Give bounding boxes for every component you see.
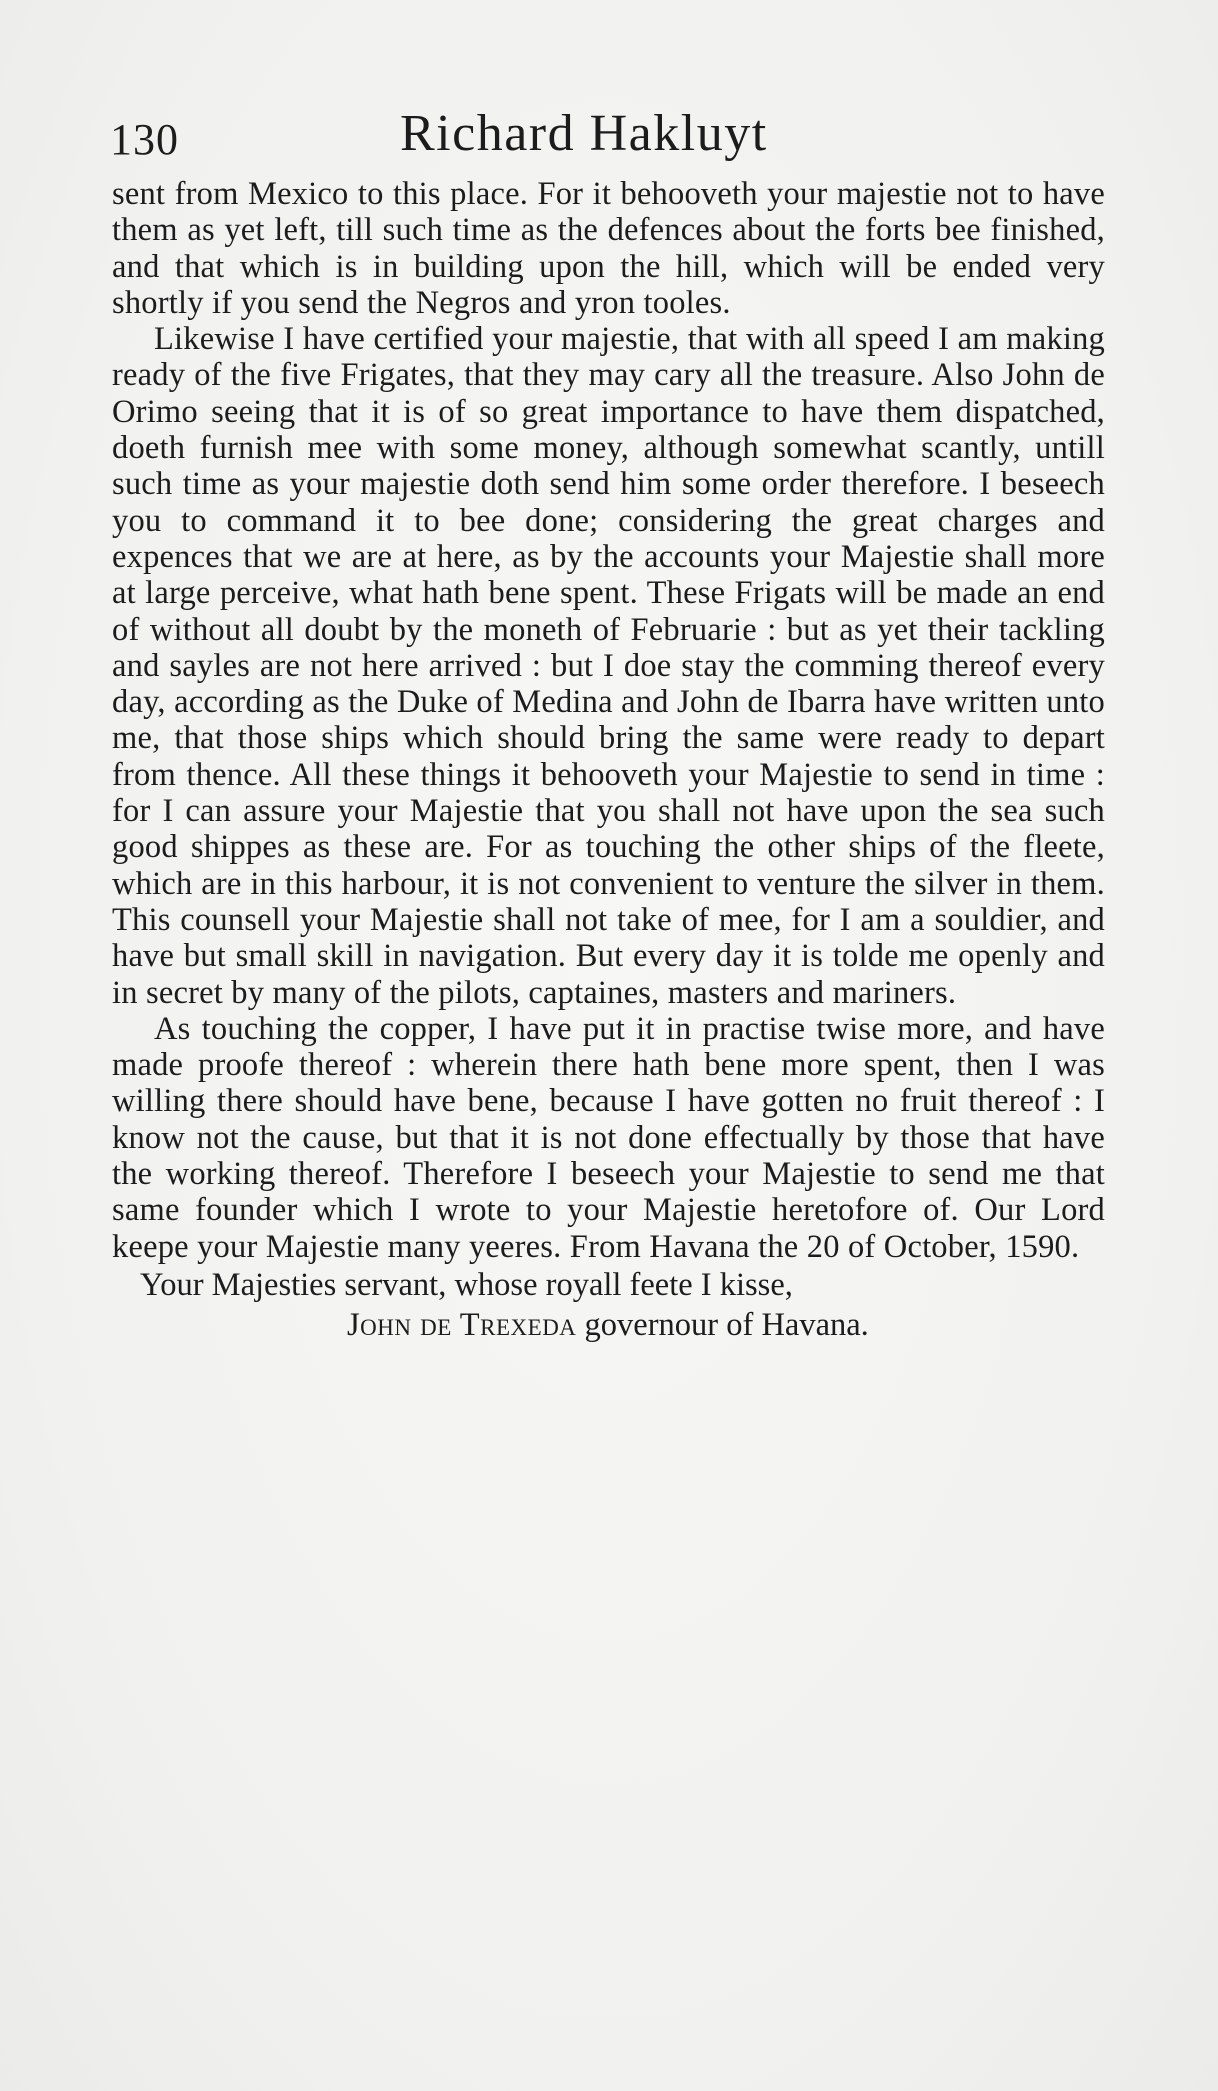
running-title: Richard Hakluyt — [400, 105, 768, 162]
signer-title: governour of Havana. — [584, 1306, 869, 1343]
paragraph-copper: As touching the copper, I have put it in practise twise more, and have made proofe thereof : wherein there hath bene more spent, then I was willing there should have bene, because I have gotten no fruit thereof : I know not the cause, but that it is not done effectually by those that have the working thereof. Therefore I beseech your Majestie to send me that same founder which I wrote to your Majestie heretofore of. Our Lord keepe your Majestie many yeeres. From Havana the 20 of October, 1590. — [112, 1010, 1105, 1265]
paragraph-continuation: sent from Mexico to this place. For it behooveth your majestie not to have them as yet left, till such time as the defences about the forts bee finished, and that which is in building upon the hill, which will be ended very shortly if you send the Negros and yron tooles. — [112, 176, 1105, 321]
valediction: Your Majesties servant, whose royall feete I kisse, — [140, 1266, 793, 1303]
page-number: 130 — [110, 115, 179, 164]
paragraph-frigates: Likewise I have certified your majestie, that with all speed I am making ready of the five Frigates, that they may cary all the treasure. Also John de Orimo seeing that it is of so great importance to have them dispatched, doeth furnish mee with some money, although somewhat scantly, untill such time as your majestie doth send him some order therefore. I beseech you to command it to bee done; considering the great charges and expences that we are at here, as by the accounts your Majestie shall more at large perceive, what hath bene spent. These Frigats will be made an end of without all doubt by the moneth of Februarie : but as yet their tackling and sayles are not here arrived : but I doe stay the comming thereof every day, according as the Duke of Medina and John de Ibarra have written unto me, that those ships which should bring the same were ready to depart from thence. All these things it behooveth your Majestie to send in time : for I can assure your Majestie that you shall not have upon the sea such good shippes as these are. For as touching the other ships of the fleete, which are in this harbour, it is not convenient to venture the silver in them. This counsell your Majestie shall not take of mee, for I am a souldier, and have but small skill in navigation. But every day it is tolde me openly and in secret by many of the pilots, captaines, masters and mariners. — [112, 321, 1105, 1011]
signer-name: John de Trexeda — [347, 1306, 577, 1343]
running-head — [110, 104, 1110, 174]
body-text — [112, 176, 1105, 1345]
signature-line — [112, 1305, 1105, 1345]
